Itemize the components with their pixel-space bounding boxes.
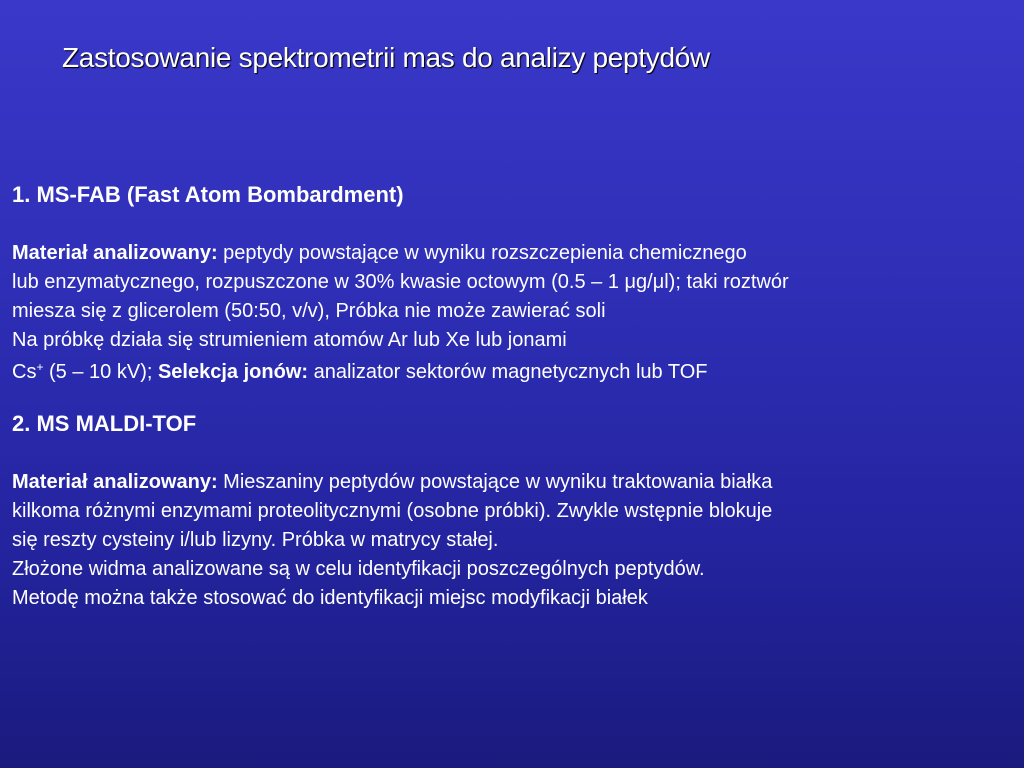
section1-material-text: peptydy powstające w wyniku rozszczepienia chemicznego: [217, 242, 747, 264]
voltage-text: (5 – 10 kV);: [43, 361, 158, 383]
section2-line5: Metodę można także stosować do identyfikacji miejsc modyfikacji białek: [12, 587, 648, 609]
section2-line2: kilkoma różnymi enzymami proteolitycznymi (osobne próbki). Zwykle wstępnie blokuje: [12, 500, 773, 522]
section2-material-label: Materiał analizowany:: [12, 471, 218, 493]
selection-text: analizator sektorów magnetycznych lub TOF: [308, 361, 708, 383]
section2-line1: [12, 468, 1012, 497]
section1-line3: miesza się z glicerolem (50:50, v/v), Próbka nie może zawierać soli: [12, 300, 606, 322]
section1-line1: [12, 239, 1012, 268]
section1-material-label: Materiał analizowany:: [12, 242, 218, 264]
section1-heading: 1. MS-FAB (Fast Atom Bombardment): [12, 182, 404, 207]
cs-ion-charge: +: [36, 360, 44, 374]
section2-heading: 2. MS MALDI-TOF: [12, 411, 197, 436]
section1-line2: lub enzymatycznego, rozpuszczone w 30% kwasie octowym (0.5 – 1 μg/μl); taki roztwór: [12, 271, 789, 293]
cs-ion-text: Cs: [12, 361, 37, 383]
section2-line4: Złożone widma analizowane są w celu identyfikacji poszczególnych peptydów.: [12, 558, 705, 580]
section2-line3: się reszty cysteiny i/lub lizyny. Próbka w matrycy stałej.: [12, 529, 499, 551]
section1-line4: Na próbkę działa się strumieniem atomów Ar lub Xe lub jonami: [12, 329, 567, 351]
slide-title: Zastosowanie spektrometrii mas do analizy peptydów: [62, 42, 710, 73]
selection-label: Selekcja jonów:: [157, 361, 309, 383]
slide-content: [12, 180, 1012, 613]
section1-line5: [12, 358, 1012, 387]
section2-material-text: Mieszaniny peptydów powstające w wyniku traktowania białka: [217, 471, 773, 493]
